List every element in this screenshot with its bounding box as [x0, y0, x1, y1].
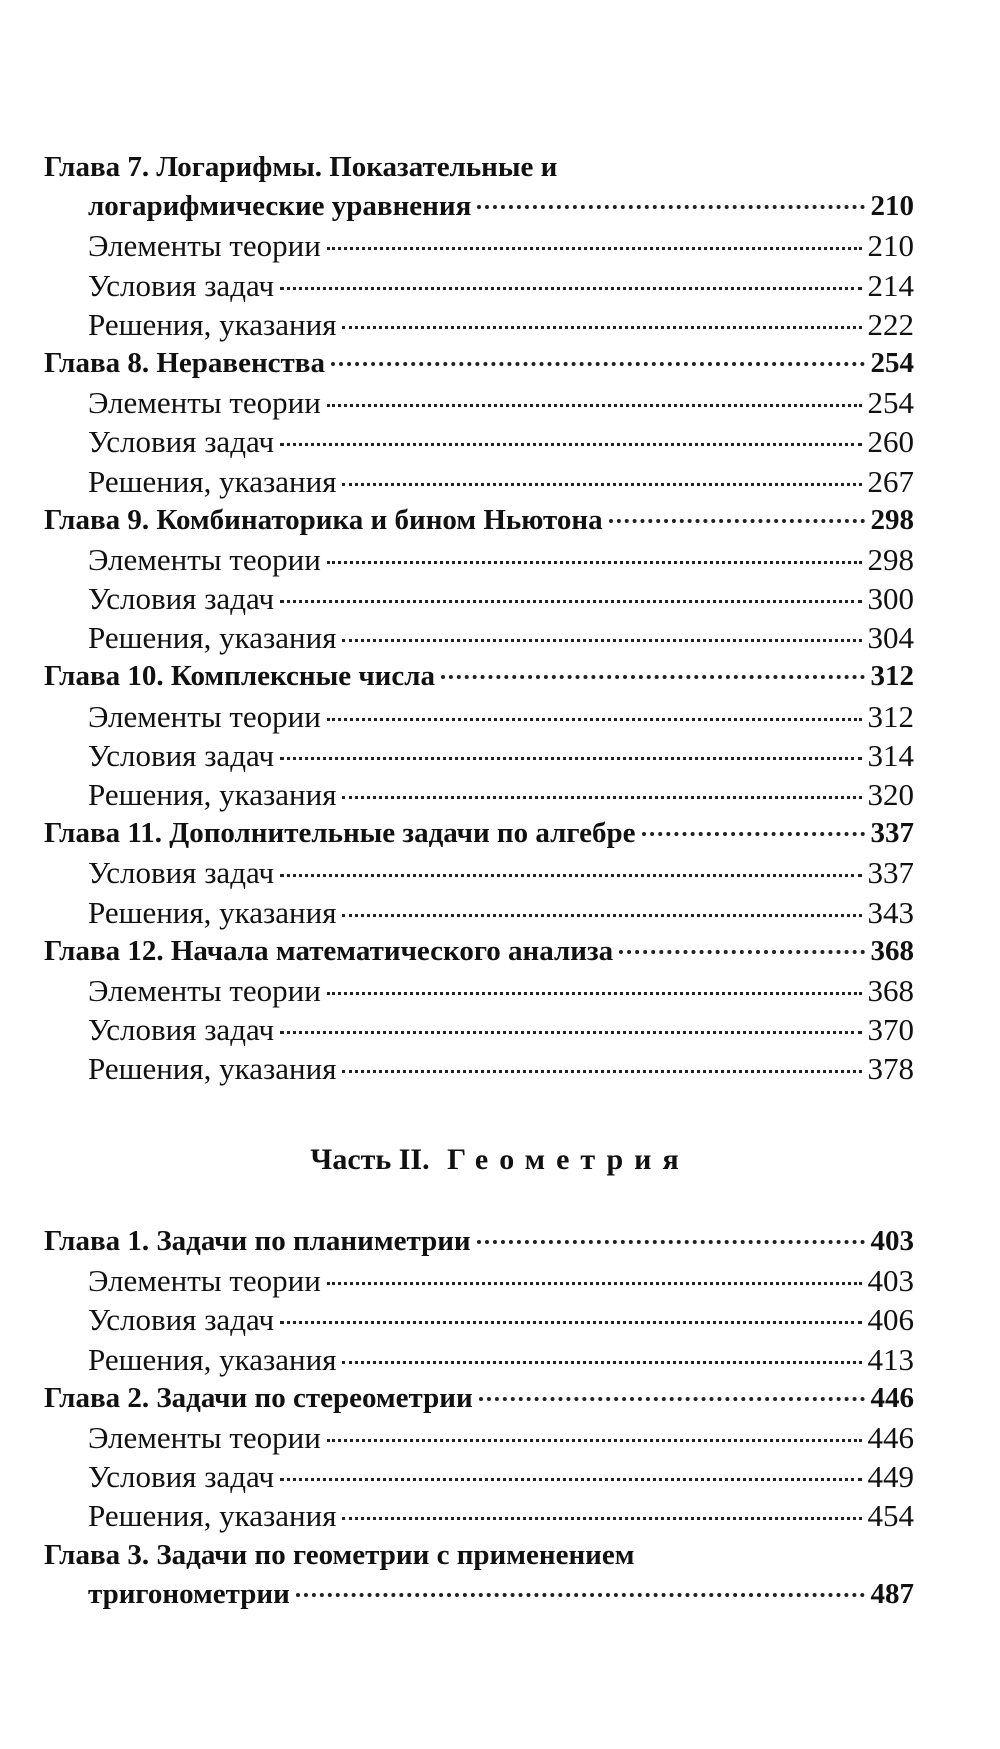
- page-number: 210: [867, 228, 914, 264]
- entry-title: Элементы теории: [88, 972, 321, 1008]
- page-number: 337: [870, 817, 914, 850]
- toc-section-entry: [44, 579, 914, 618]
- toc-section-entry: [44, 893, 914, 932]
- entry-title: Глава 1. Задачи по планиметрии: [44, 1225, 471, 1257]
- toc-section-entry: [44, 1049, 914, 1088]
- dot-leader: [327, 404, 862, 407]
- toc-section-entry: [44, 736, 914, 775]
- dot-leader: [327, 718, 862, 721]
- toc-section-entry: [44, 697, 914, 736]
- page-number: 260: [867, 424, 914, 460]
- dot-leader: [342, 914, 861, 917]
- dot-leader: [342, 1361, 861, 1364]
- entry-title: Глава 11. Дополнительные задачи по алгебре: [44, 817, 636, 850]
- dot-leader: [296, 1593, 865, 1597]
- dot-leader: [280, 1031, 861, 1034]
- page-number: 267: [867, 463, 914, 499]
- dot-leader: [327, 1439, 862, 1442]
- entry-title: Решения, указания: [88, 777, 337, 812]
- toc-section-entry: [44, 226, 914, 265]
- page-number: 413: [867, 1341, 914, 1377]
- entry-title: Глава 10. Комплексные числа: [44, 660, 436, 693]
- toc-chapter-entry: [44, 657, 914, 696]
- toc-section-entry: [44, 618, 914, 657]
- toc-chapter-entry: [44, 501, 914, 540]
- page-number: 446: [867, 1419, 914, 1455]
- page-number: 370: [867, 1012, 914, 1048]
- page-number: 222: [867, 306, 914, 342]
- entry-title: Глава 2. Задачи по стереометрии: [44, 1381, 473, 1414]
- entry-title: Глава 9. Комбинаторика и бином Ньютона: [44, 503, 603, 536]
- entry-title: Решения, указания: [88, 620, 337, 656]
- entry-title: Решения, указания: [88, 894, 337, 930]
- entry-title: логарифмические уравнения: [88, 190, 472, 223]
- page-number: 449: [867, 1459, 914, 1495]
- entry-title: Условия задач: [88, 1459, 275, 1495]
- entry-title: Элементы теории: [88, 228, 321, 264]
- dot-leader: [280, 600, 861, 603]
- entry-title: Условия задач: [88, 855, 275, 891]
- toc-section-entry: [44, 1340, 914, 1379]
- entry-title: Элементы теории: [88, 385, 321, 421]
- dot-leader: [327, 992, 862, 995]
- entry-title: Элементы теории: [88, 1263, 321, 1299]
- dot-leader: [280, 757, 861, 760]
- entry-title: Элементы теории: [88, 698, 321, 734]
- dot-leader: [477, 205, 864, 209]
- part-label: Часть II.: [310, 1143, 430, 1176]
- entry-title: Решения, указания: [88, 1051, 337, 1087]
- toc-chapter-entry: [44, 814, 914, 853]
- dot-leader: [342, 483, 861, 486]
- entry-title: Решения, указания: [88, 306, 337, 342]
- page-number: 403: [870, 1225, 914, 1257]
- part-title: Геометрия: [447, 1143, 690, 1176]
- dot-leader: [609, 519, 865, 523]
- page-number: 304: [867, 620, 914, 656]
- toc-section-entry: [44, 1496, 914, 1535]
- toc-chapter-entry: [44, 932, 914, 971]
- toc-chapter-entry: [44, 1536, 914, 1575]
- page-number: 300: [867, 581, 914, 617]
- entry-title: Элементы теории: [88, 1419, 321, 1455]
- dot-leader: [280, 1478, 861, 1481]
- dot-leader: [331, 362, 865, 366]
- dot-leader: [342, 1517, 861, 1520]
- dot-leader: [280, 443, 861, 446]
- dot-leader: [280, 874, 861, 877]
- page-number: 406: [867, 1302, 914, 1338]
- dot-leader: [441, 675, 864, 679]
- entry-title: Глава 8. Неравенства: [44, 346, 325, 379]
- toc-section-entry: [44, 971, 914, 1010]
- toc-section-entry: [44, 540, 914, 579]
- page-number: 254: [870, 346, 914, 379]
- toc-section-entry: [44, 383, 914, 422]
- page-number: 403: [867, 1263, 914, 1299]
- dot-leader: [327, 247, 862, 250]
- toc-section-entry: [44, 1010, 914, 1049]
- page-number: 298: [870, 503, 914, 536]
- page-number: 454: [867, 1498, 914, 1534]
- toc-chapter-entry: [44, 1379, 914, 1418]
- page-number: 487: [870, 1577, 914, 1610]
- page-number: 343: [867, 894, 914, 930]
- dot-leader: [342, 326, 861, 329]
- page-number: 312: [867, 698, 914, 734]
- toc-chapter-entry: [44, 344, 914, 383]
- toc-chapter-entry: [44, 1575, 914, 1614]
- toc-part-1: [44, 148, 914, 1089]
- dot-leader: [479, 1397, 865, 1401]
- page-number: 368: [867, 972, 914, 1008]
- page-number: 214: [867, 267, 914, 303]
- entry-title: Элементы теории: [88, 541, 321, 577]
- entry-title: Условия задач: [88, 1012, 275, 1048]
- toc-section-entry: [44, 305, 914, 344]
- toc-section-entry: [44, 775, 914, 814]
- toc-section-entry: [44, 1300, 914, 1339]
- entry-title: Решения, указания: [88, 1341, 337, 1377]
- entry-title: Условия задач: [88, 424, 275, 460]
- entry-title: Решения, указания: [88, 463, 337, 499]
- entry-title: Условия задач: [88, 1302, 275, 1338]
- page-number: 337: [867, 855, 914, 891]
- page-number: 378: [867, 1051, 914, 1087]
- toc-section-entry: [44, 462, 914, 501]
- page-number: 446: [870, 1381, 914, 1414]
- toc-chapter-entry: [44, 187, 914, 226]
- entry-title: Глава 7. Логарифмы. Показательные и: [44, 151, 558, 183]
- entry-title: Решения, указания: [88, 1498, 337, 1534]
- page-number: 312: [870, 660, 914, 693]
- dot-leader: [477, 1240, 865, 1244]
- dot-leader: [342, 639, 861, 642]
- dot-leader: [280, 1321, 861, 1324]
- entry-title: Глава 12. Начала математического анализа: [44, 934, 614, 967]
- entry-title: тригонометрии: [88, 1577, 290, 1610]
- part-heading: [0, 1143, 1000, 1177]
- toc-part-2: [44, 1222, 914, 1614]
- entry-title: Глава 3. Задачи по геометрии с применением: [44, 1538, 635, 1571]
- toc-section-entry: [44, 853, 914, 892]
- entry-title: Условия задач: [88, 267, 275, 303]
- dot-leader: [327, 1282, 862, 1285]
- toc-section-entry: [44, 1418, 914, 1457]
- page-number: 254: [867, 385, 914, 421]
- dot-leader: [619, 950, 864, 954]
- dot-leader: [280, 287, 861, 290]
- entry-title: Условия задач: [88, 737, 275, 773]
- page-number: 320: [867, 777, 914, 812]
- dot-leader: [327, 561, 862, 564]
- toc-section-entry: [44, 1261, 914, 1300]
- toc-chapter-entry: [44, 1222, 914, 1261]
- page-number: 210: [870, 190, 914, 223]
- entry-title: Условия задач: [88, 581, 275, 617]
- toc-chapter-entry: [44, 148, 914, 187]
- dot-leader: [642, 832, 865, 836]
- toc-section-entry: [44, 266, 914, 305]
- dot-leader: [342, 796, 861, 799]
- page-number: 298: [867, 541, 914, 577]
- page-number: 314: [867, 737, 914, 773]
- toc-section-entry: [44, 1457, 914, 1496]
- page-number: 368: [870, 934, 914, 967]
- dot-leader: [342, 1070, 861, 1073]
- toc-section-entry: [44, 422, 914, 461]
